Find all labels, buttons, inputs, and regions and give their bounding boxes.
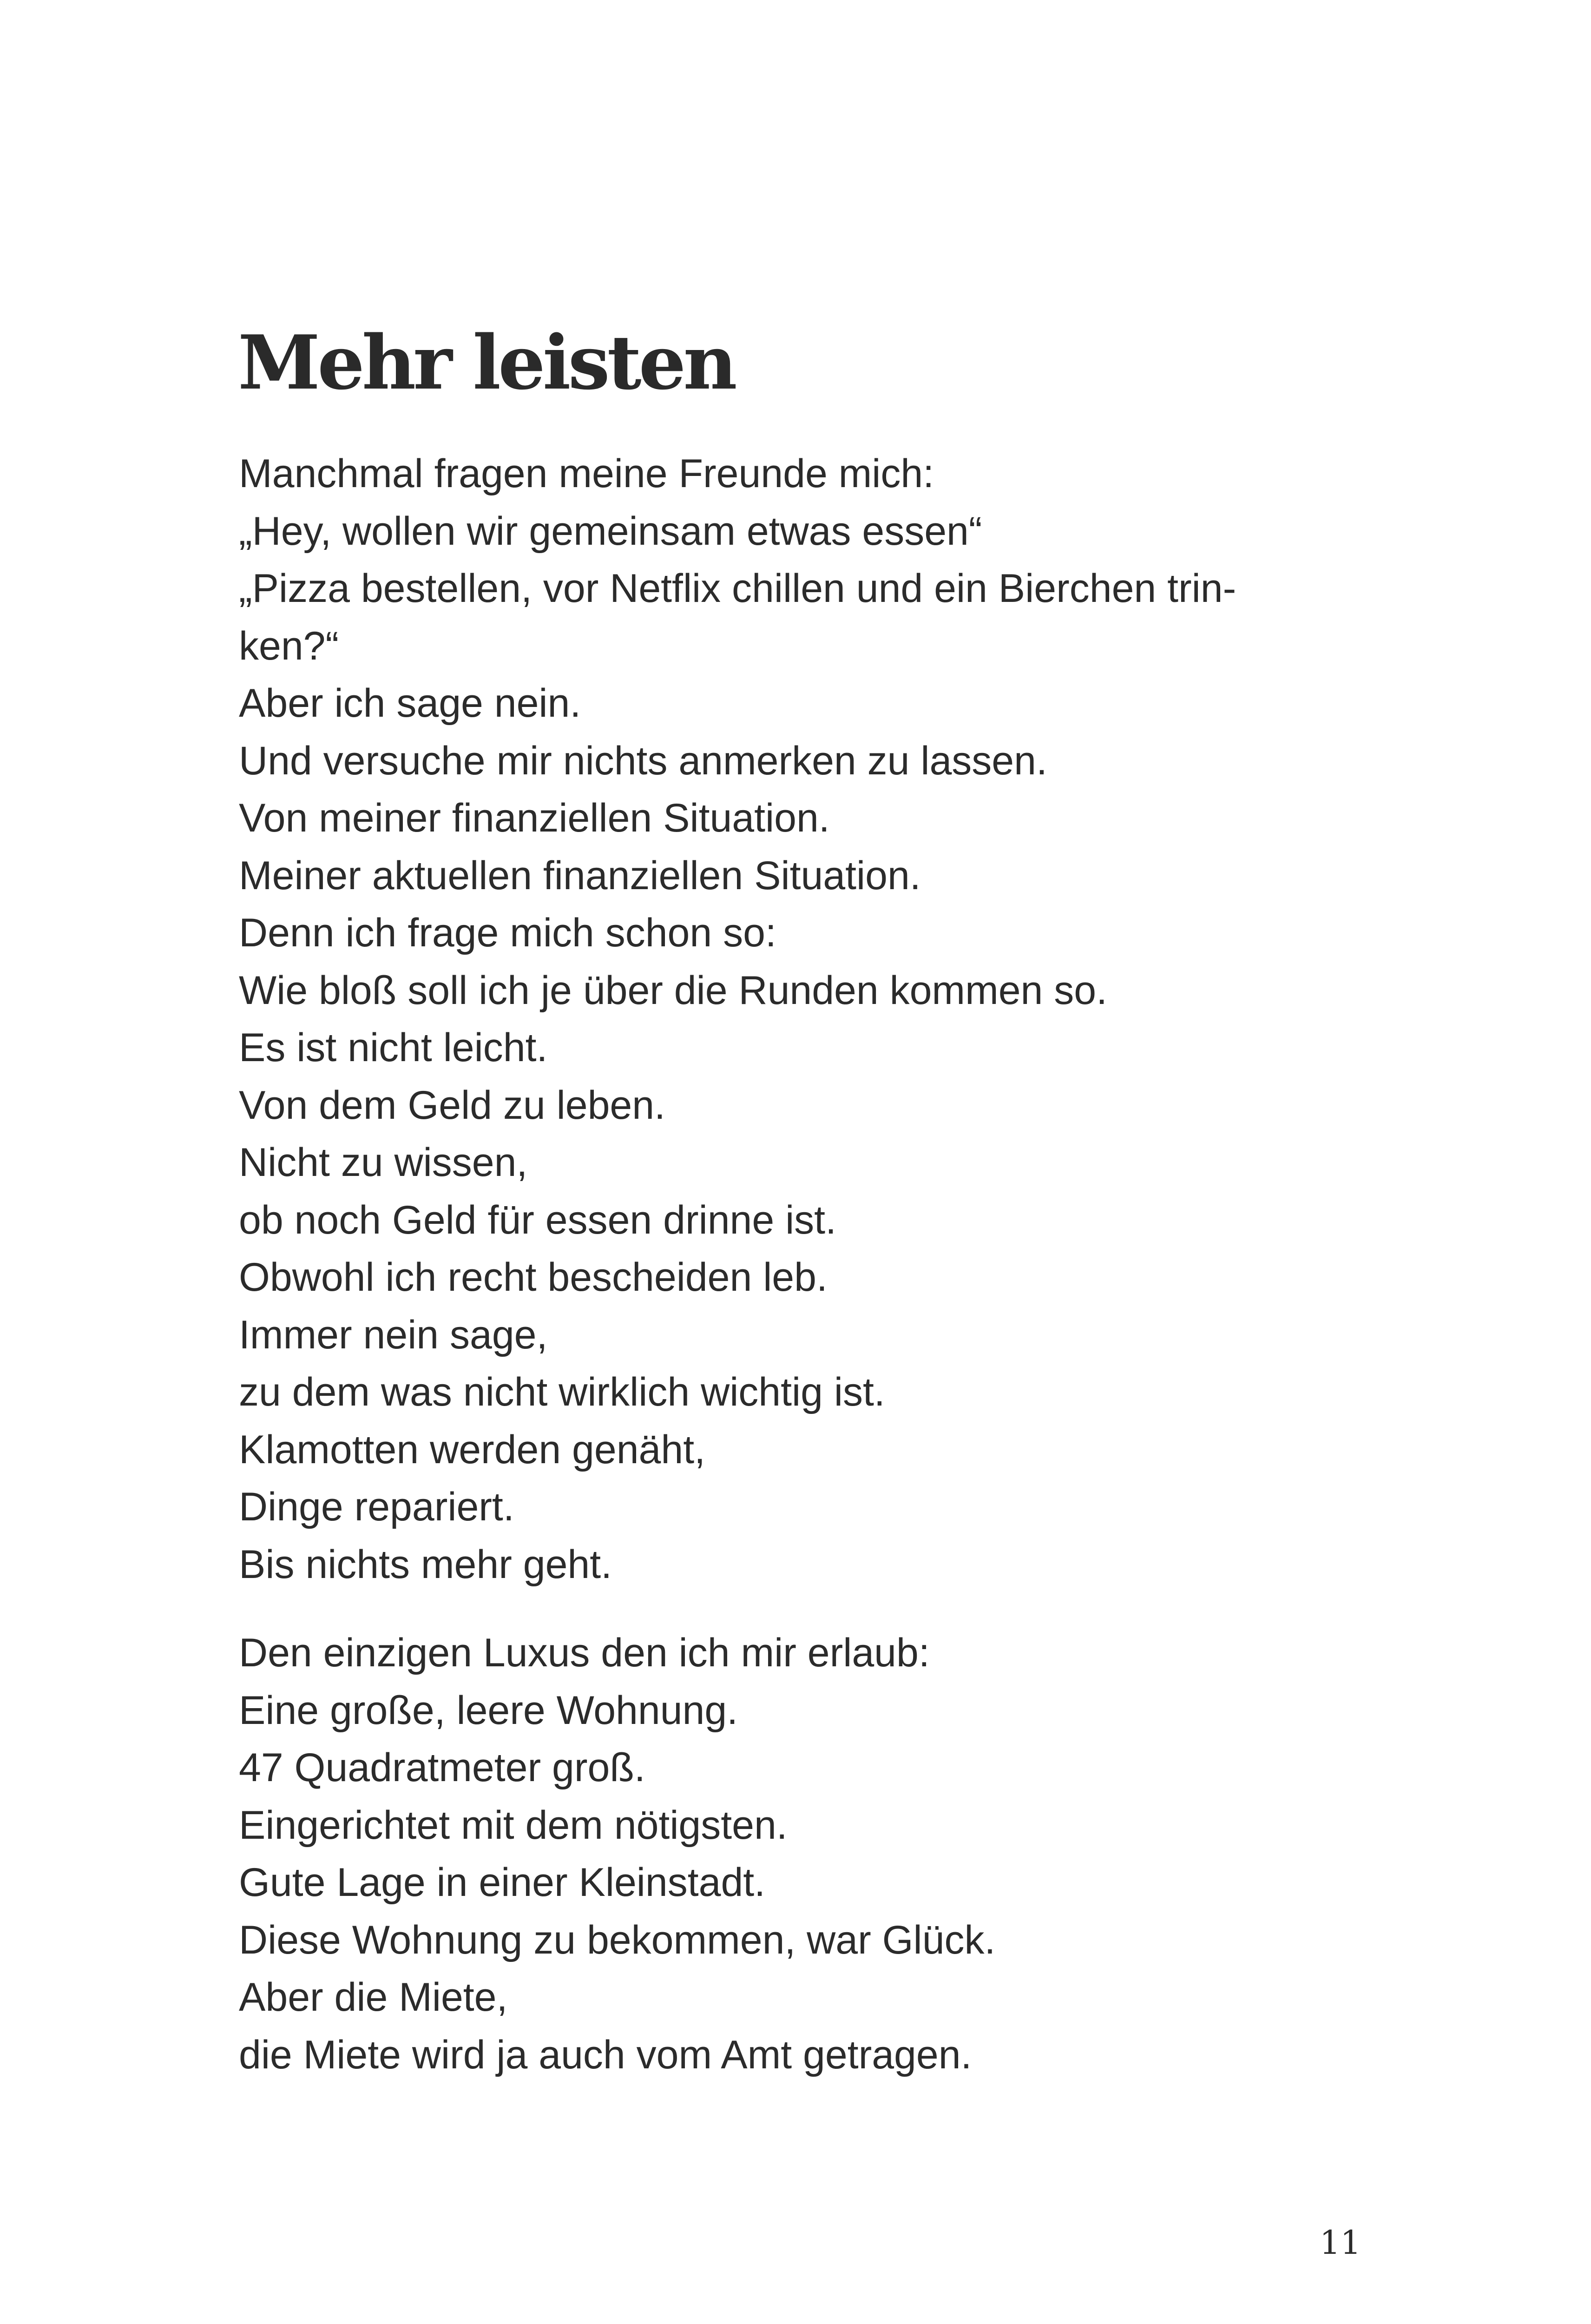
poem-line: Manchmal fragen meine Freunde mich:	[239, 451, 934, 496]
poem-line: 47 Quadratmeter groß.	[239, 1745, 645, 1790]
poem-line: Meiner aktuellen finanziellen Situation.	[239, 853, 921, 898]
poem-line: Aber ich sage nein.	[239, 681, 581, 726]
stanza-1	[239, 445, 1354, 1593]
stanza-2	[239, 1624, 1354, 2084]
poem-line: Nicht zu wissen,	[239, 1140, 528, 1185]
poem-line: Klamotten werden genäht,	[239, 1427, 705, 1472]
poem-line: die Miete wird ja auch vom Amt getragen.	[239, 2032, 972, 2077]
poem-line: Denn ich frage mich schon so:	[239, 911, 776, 955]
poem-line: Dinge repariert.	[239, 1485, 514, 1529]
poem-line: Diese Wohnung zu bekommen, war Glück.	[239, 1917, 996, 1962]
poem-line: Eine große, leere Wohnung.	[239, 1688, 738, 1733]
poem-line: Aber die Miete,	[239, 1975, 508, 2020]
poem-line: ken?“	[239, 623, 339, 668]
poem-line: Immer nein sage,	[239, 1312, 548, 1357]
poem-line: Den einzigen Luxus den ich mir erlaub:	[239, 1631, 930, 1675]
page-number: 11	[1320, 2224, 1361, 2262]
poem-line: Bis nichts mehr geht.	[239, 1542, 612, 1587]
poem-line: ob noch Geld für essen drinne ist.	[239, 1197, 836, 1242]
poem-line: Eingerichtet mit dem nötigsten.	[239, 1802, 788, 1848]
poem-line: Und versuche mir nichts anmerken zu lassen.	[239, 738, 1047, 783]
poem-line: Von dem Geld zu leben.	[239, 1083, 665, 1128]
poem-line: Obwohl ich recht bescheiden leb.	[239, 1255, 828, 1300]
poem-line: Es ist nicht leicht.	[239, 1025, 548, 1070]
poem-line: Gute Lage in einer Kleinstadt.	[239, 1860, 766, 1905]
poem-line: zu dem was nicht wirklich wichtig ist.	[239, 1370, 885, 1414]
poem-title: Mehr leisten	[238, 319, 735, 406]
poem-line: Von meiner finanziellen Situation.	[239, 796, 830, 840]
poem-line: „Pizza bestellen, vor Netflix chillen und ein Bierchen trin-	[239, 566, 1236, 611]
poem-line: Wie bloß soll ich je über die Runden kommen so.	[239, 968, 1107, 1013]
poem-line: „Hey, wollen wir gemeinsam etwas essen“	[239, 508, 982, 554]
